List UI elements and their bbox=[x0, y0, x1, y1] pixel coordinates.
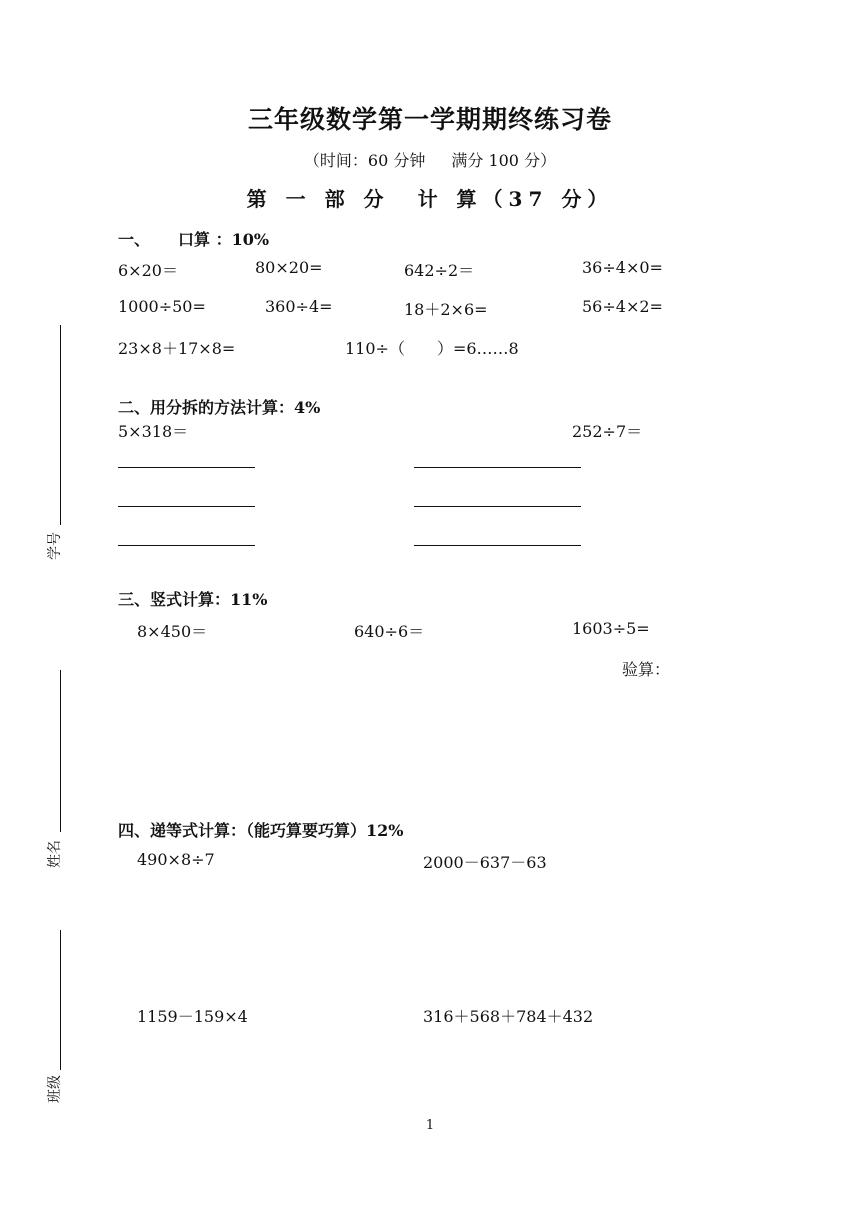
oral-problem: 360÷4= bbox=[265, 297, 333, 316]
oral-problem: 80×20= bbox=[255, 258, 323, 277]
section-1-heading bbox=[118, 227, 269, 250]
oral-problem: 36÷4×0= bbox=[582, 258, 663, 277]
section-1-label: 一、 bbox=[118, 230, 151, 249]
student-no-label: 学号 bbox=[47, 532, 63, 560]
step-problem-3: 1159－159×4 bbox=[137, 1007, 248, 1026]
oral-problem: 1000÷50= bbox=[118, 297, 206, 316]
answer-line bbox=[118, 506, 255, 507]
oral-problem: 56÷4×2= bbox=[582, 297, 663, 316]
part-name: 计 算（37 分） bbox=[417, 187, 614, 211]
exam-info bbox=[0, 148, 860, 171]
section-2-heading: 二、用分拆的方法计算：4% bbox=[118, 398, 321, 417]
answer-line bbox=[414, 467, 581, 468]
split-problem-1: 5×318＝ bbox=[118, 422, 189, 441]
exam-time: （时间：60 分钟 bbox=[303, 151, 426, 170]
step-problem-4: 316＋568＋784＋432 bbox=[423, 1007, 594, 1026]
class-label: 班级 bbox=[47, 1075, 63, 1103]
oral-problem: 6×20＝ bbox=[118, 261, 178, 280]
part-label: 第 一 部 分 bbox=[246, 187, 390, 211]
section-1-name: 口算 ：10% bbox=[178, 230, 270, 249]
section-3-heading: 三、竖式计算：11% bbox=[118, 590, 268, 609]
name-label: 姓名 bbox=[47, 840, 63, 868]
class-line bbox=[60, 930, 61, 1070]
oral-problem: 642÷2＝ bbox=[404, 261, 475, 280]
page-title: 三年级数学第一学期期终练习卷 bbox=[247, 105, 612, 134]
vertical-problem-2: 640÷6＝ bbox=[354, 622, 425, 641]
vertical-problem-1: 8×450＝ bbox=[137, 622, 208, 641]
oral-problem: 110÷（ ）=6……8 bbox=[345, 339, 519, 358]
step-problem-2: 2000－637－63 bbox=[423, 853, 547, 872]
oral-problem: 23×8＋17×8= bbox=[118, 339, 236, 358]
page-number: 1 bbox=[425, 1118, 435, 1133]
answer-line bbox=[414, 545, 581, 546]
name-line bbox=[60, 670, 61, 832]
oral-problem: 18＋2×6= bbox=[404, 300, 488, 319]
check-label: 验算： bbox=[622, 660, 671, 679]
answer-line bbox=[118, 545, 255, 546]
section-4-heading: 四、递等式计算：（能巧算要巧算）12% bbox=[118, 821, 404, 840]
split-problem-2: 252÷7＝ bbox=[572, 422, 643, 441]
answer-line bbox=[414, 506, 581, 507]
step-problem-1: 490×8÷7 bbox=[137, 850, 215, 869]
exam-score: 满分 100 分） bbox=[451, 151, 557, 170]
student-no-line bbox=[60, 325, 61, 525]
vertical-problem-3: 1603÷5= bbox=[572, 619, 650, 638]
answer-line bbox=[118, 467, 255, 468]
part-title bbox=[0, 183, 860, 212]
